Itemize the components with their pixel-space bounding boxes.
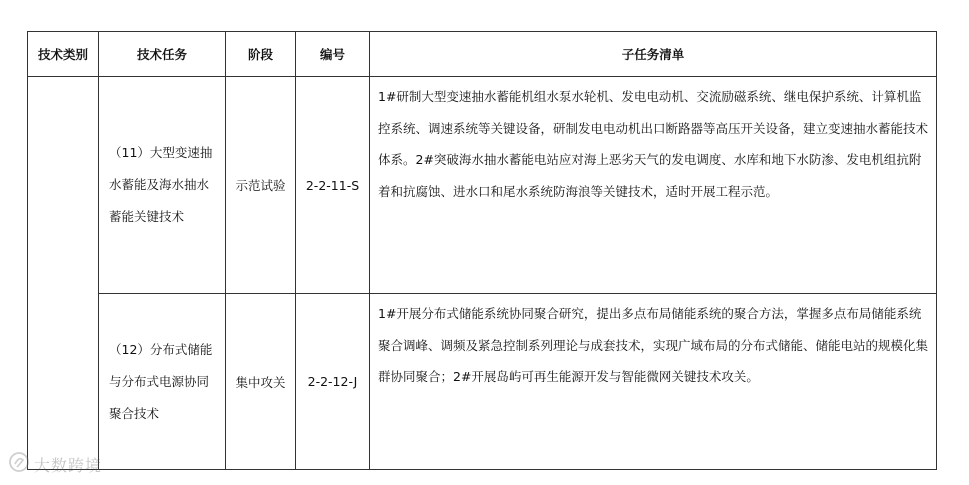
header-subtasks: 子任务清单 — [370, 32, 937, 77]
sohu-logo-icon — [8, 451, 30, 477]
subtasks-cell — [370, 294, 937, 470]
header-category: 技术类别 — [28, 32, 99, 77]
code-cell: 2-2-11-S — [296, 77, 370, 294]
category-cell — [28, 77, 99, 470]
task-cell: （12）分布式储能与分布式电源协同聚合技术 — [99, 294, 226, 470]
table-row — [28, 294, 937, 470]
task-cell: （11）大型变速抽水蓄能及海水抽水蓄能关键技术 — [99, 77, 226, 294]
stage-cell: 集中攻关 — [226, 294, 296, 470]
task-table — [27, 31, 937, 470]
header-task: 技术任务 — [99, 32, 226, 77]
watermark-text: 大数跨境 — [34, 455, 103, 475]
header-code: 编号 — [296, 32, 370, 77]
code-cell: 2-2-12-J — [296, 294, 370, 470]
subtasks-text: 1#开展分布式储能系统协同聚合研究，提出多点布局储能系统的聚合方法，掌握多点布局储能系统聚合调峰、调频及紧急控制系列理论与成套技术，实现广域布局的分布式储能、储能电站的规模化集群协同聚合；2#开展岛屿可再生能源开发与智能微网关键技术攻关。 — [378, 306, 929, 384]
watermark — [8, 452, 102, 476]
header-stage: 阶段 — [226, 32, 296, 77]
table-row — [28, 77, 937, 294]
table-header-row — [28, 32, 937, 77]
subtasks-cell — [370, 77, 937, 294]
stage-cell: 示范试验 — [226, 77, 296, 294]
subtasks-text: 1#研制大型变速抽水蓄能机组水泵水轮机、发电电动机、交流励磁系统、继电保护系统、计算机监控系统、调速系统等关键设备，研制发电电动机出口断路器等高压开关设备，建立变速抽水蓄能技术体系。2#突破海水抽水蓄能电站应对海上恶劣天气的发电调度、水库和地下水防渗、发电机组抗附着和抗腐蚀、进水口和尾水系统防海浪等关键技术，适时开展工程示范。 — [378, 89, 929, 199]
